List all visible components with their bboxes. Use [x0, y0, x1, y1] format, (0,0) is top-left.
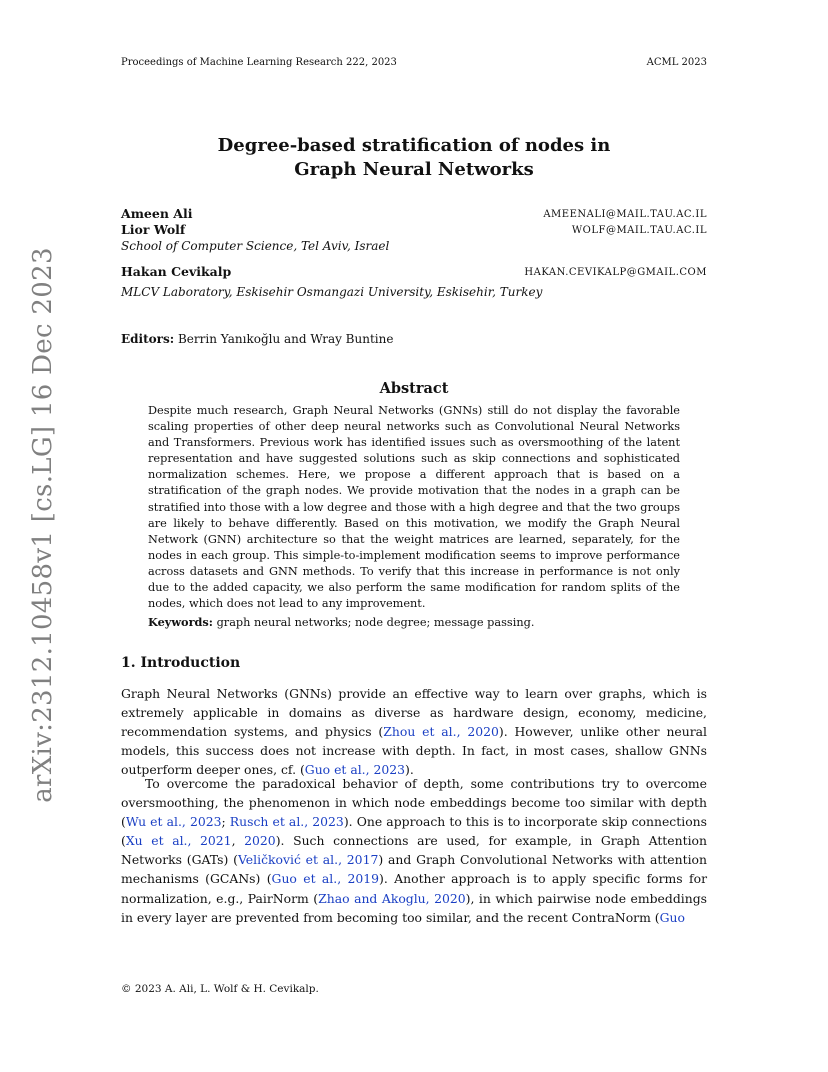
citation-link[interactable]: Zhou et al., 2020 — [383, 724, 499, 740]
arxiv-identifier[interactable]: arXiv:2312.10458v1 [cs.LG] 16 Dec 2023 — [28, 247, 58, 803]
editors-line — [121, 332, 393, 346]
affiliation: MLCV Laboratory, Eskisehir Osmangazi University, Eskisehir, Turkey — [121, 285, 543, 299]
author-email[interactable]: WOLF@MAIL.TAU.AC.IL — [571, 225, 707, 236]
author-name: Ameen Ali — [121, 206, 193, 221]
paragraph-text: ). — [405, 762, 414, 778]
paper-title-line-2: Graph Neural Networks — [294, 159, 534, 180]
citation-link[interactable]: Guo et al., 2023 — [304, 762, 406, 778]
paragraph-text: ). One approach to this is to incorporate skip connections ( — [121, 814, 707, 849]
author-email[interactable]: AMEENALI@MAIL.TAU.AC.IL — [543, 209, 707, 220]
editors-names: Berrin Yanıkoğlu and Wray Buntine — [177, 332, 394, 346]
section-heading: 1. Introduction — [121, 655, 241, 671]
paragraph-text: Graph Neural Networks (GNNs) provide an effective way to learn over graphs, which is extremely applicable in domains as diverse as hardware design, economy, medicine, recommendation systems, and physics ( — [121, 686, 707, 740]
running-header-left: Proceedings of Machine Learning Research 222, 2023 — [121, 57, 397, 68]
author-email[interactable]: HAKAN.CEVIKALP@GMAIL.COM — [524, 267, 707, 278]
keywords-label: Keywords: — [148, 615, 213, 629]
citation-link[interactable]: 2020 — [244, 833, 276, 849]
paragraph-text: ). Such connections are used, for example, in Graph Attention Networks (GATs) ( — [121, 833, 707, 868]
author-name: Lior Wolf — [121, 222, 186, 237]
paragraph-text: ). Another approach is to apply specific forms for normalization, e.g., PairNorm ( — [121, 871, 707, 906]
citation-link[interactable]: Wu et al., 2023 — [125, 814, 222, 830]
keywords-text: graph neural networks; node degree; message passing. — [216, 616, 535, 629]
paragraph-text: , — [231, 833, 245, 849]
editors-label: Editors: — [121, 332, 175, 346]
body-paragraph — [121, 684, 707, 779]
citation-link[interactable]: Zhao and Akoglu, 2020 — [318, 890, 466, 906]
paper-title-line-1: Degree-based stratification of nodes in — [217, 135, 611, 156]
paragraph-text: ) and Graph Convolutional Networks with attention mechanisms (GCANs) ( — [121, 852, 707, 887]
copyright-footer: © 2023 A. Ali, L. Wolf & H. Cevikalp. — [121, 983, 319, 995]
abstract-text: Despite much research, Graph Neural Networks (GNNs) still do not display the favorable scaling properties of other deep neural networks such as Convolutional Neural Networks and Transformers. Previous work has identified issues such as oversmoothing of the latent representation and have suggested solutions such as skip connections and sophisticated normalization schemes. Here, we propose a different approach that is based on a stratification of the graph nodes. We provide motivation that the nodes in a graph can be stratified into those with a low degree and those with a high degree and that the two groups are likely to behave differently. Based on this motivation, we modify the Graph Neural Network (GNN) architecture so that the weight matrices are learned, separately, for the nodes in each group. This simple-to-implement modification seems to improve performance across datasets and GNN methods. To verify that this increase in performance is not only due to the added capacity, we also perform the same modification for random splits of the nodes, which does not lead to any improvement. — [148, 404, 680, 611]
keywords-line — [148, 615, 680, 629]
citation-link[interactable]: Xu et al., 2021 — [125, 833, 232, 849]
paragraph-text: ; — [221, 814, 230, 830]
abstract-heading: Abstract — [379, 380, 449, 397]
author-name: Hakan Cevikalp — [121, 264, 232, 279]
citation-link[interactable]: Rusch et al., 2023 — [229, 814, 344, 830]
paragraph-text: ), in which pairwise node embeddings in every layer are prevented from becoming too similar, and the recent ContraNorm ( — [121, 890, 707, 925]
citation-link[interactable]: Guo et al., 2019 — [271, 871, 380, 887]
paragraph-text: To overcome the paradoxical behavior of depth, some contributions try to overcome oversmoothing, the phenomenon in which node embeddings become too similar with depth ( — [121, 776, 707, 830]
paragraph-text: ). However, unlike other neural models, this success does not increase with depth. In fact, in most cases, shallow GNNs outperform deeper ones, cf. ( — [121, 724, 708, 778]
affiliation: School of Computer Science, Tel Aviv, Israel — [121, 239, 390, 253]
citation-link[interactable]: Veličković et al., 2017 — [238, 852, 379, 868]
citation-link[interactable]: Guo — [659, 909, 685, 925]
body-paragraph — [121, 774, 707, 927]
running-header-right: ACML 2023 — [646, 57, 707, 68]
